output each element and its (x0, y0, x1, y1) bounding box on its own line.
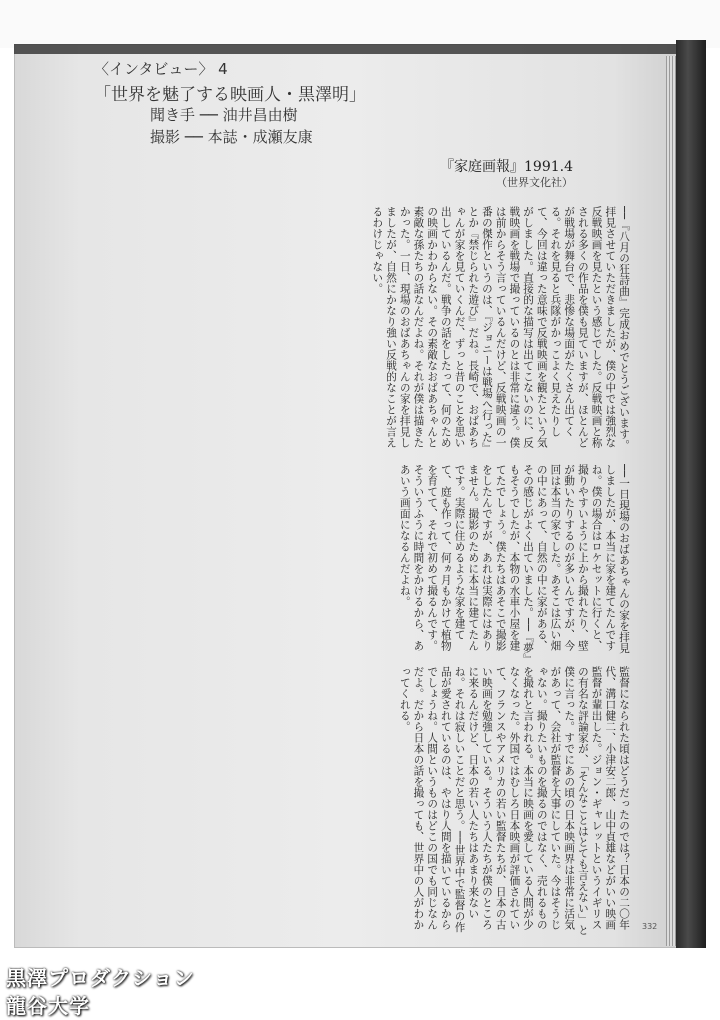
article-text-block-1: ──『八月の狂詩曲』完成おめでとうございます。拝見させていただきましたが、僕の中では強烈な反戦映画を見たという感じでした。反戦映画と称される多くの作品を僕も見ていますが、ほとんどが戦場が舞台で、悲惨な場面がたくさん出てくる。それを見ると兵隊がかっこよく見えたりして、今回は違った意味で反戦映画を観たという気がしました。直接的な描写は出てこないのに、反戦映画を戦場で撮っているのとは非常に違う。僕は前からそう言っているんだけど、反戦映画の一番の傑作というのは、『ジョニーは戦場へ行った』とか『禁じられた遊び』だね。長崎で、おばあちゃんが家を見ていくんだ、ずっと昔のことを思い出しているんだ。戦争の話をしたって、何のための映画かわからない。その素敵なおばあちゃんと素敵な孫たちの話なんだよね。それが僕は描きたかった。一日、現場のおばあちゃんの家を拝見しましたが、自然にかなり強い反戦的なことが言えるわけじゃない。 (371, 206, 630, 454)
watermark-university: 龍谷大学 (6, 994, 90, 1018)
handwritten-series-note: 〈インタビュー〉 4 (94, 60, 228, 78)
source-magazine-note: 『家庭画報』1991.4 (440, 159, 573, 175)
scanner-top-margin (0, 0, 720, 48)
handwritten-photographer-credit: 撮影 ── 本誌・成瀬友康 (150, 128, 313, 146)
handwritten-article-title: 「世界を魅了する映画人・黒澤明」 (94, 85, 366, 105)
article-text-block-2: ──一日現場のおばあちゃんの家を拝見しましたが、本当に家を建てたんですね。僕の場合はロケセットに行くと、撮りやすいように上から撮れたり、壁が動いたりするのが多いんですが、今回は本当の家でした。あそこは広い畑の中にあって、自然の中に家がある、その感じがよく出ていました。──『夢』もそうでしたが、本物の水車小屋を建てたでしょう。僕たちはあそこで撮影をしたんですが、あれは実際にはありません。撮影のために本当に建てたんです。実際に住めるような家を建てて、庭も作って、何ヵ月もかけて植物を育てて、それで初めて撮るんです。そういうふうに時間をかけるから、ああいう画面になるんだよね。 (398, 464, 630, 660)
watermark-production: 黒澤プロダクション (6, 966, 195, 990)
handwritten-interviewer-credit: 聞き手 ── 油井昌由樹 (150, 106, 298, 124)
book-spine (676, 40, 706, 948)
article-text-block-3: 監督になられた頃はどうだったのでは？日本の二〇年代、溝口健二、小津安二郎、山中貞雄などがいい映画監督が輩出した。ジョン・ギャレットというイギリスの有名な評論家が、「そんなことはとても言えない」と僕に言った。すでにあの頃の日本映画界は非常に活気があって、会社が監督を大事にしていた。今はそうじゃない。撮りたいものを撮るのではなく、売れるものを撮れと言われる。本当に映画を愛している人間が少なくなった。外国ではむしろ日本映画が評価されていて、フランスやアメリカの若い監督たちが、日本の古い映画を勉強している。そういう人たちが僕のところに来るんだけど、日本の若い人たちはあまり来ないね。それは寂しいことだと思う。──世界中で監督の作品が愛されているのは、やはり人間を描いているからでしょうね。人間というものはどこの国でも同じなんだよ。だから日本の話を撮っても、世界中の人がわかってくれる。 (398, 666, 630, 936)
source-publisher-note: （世界文化社） (496, 176, 573, 189)
scan-top-shadow (14, 44, 680, 54)
page-number: 332 (642, 922, 658, 931)
